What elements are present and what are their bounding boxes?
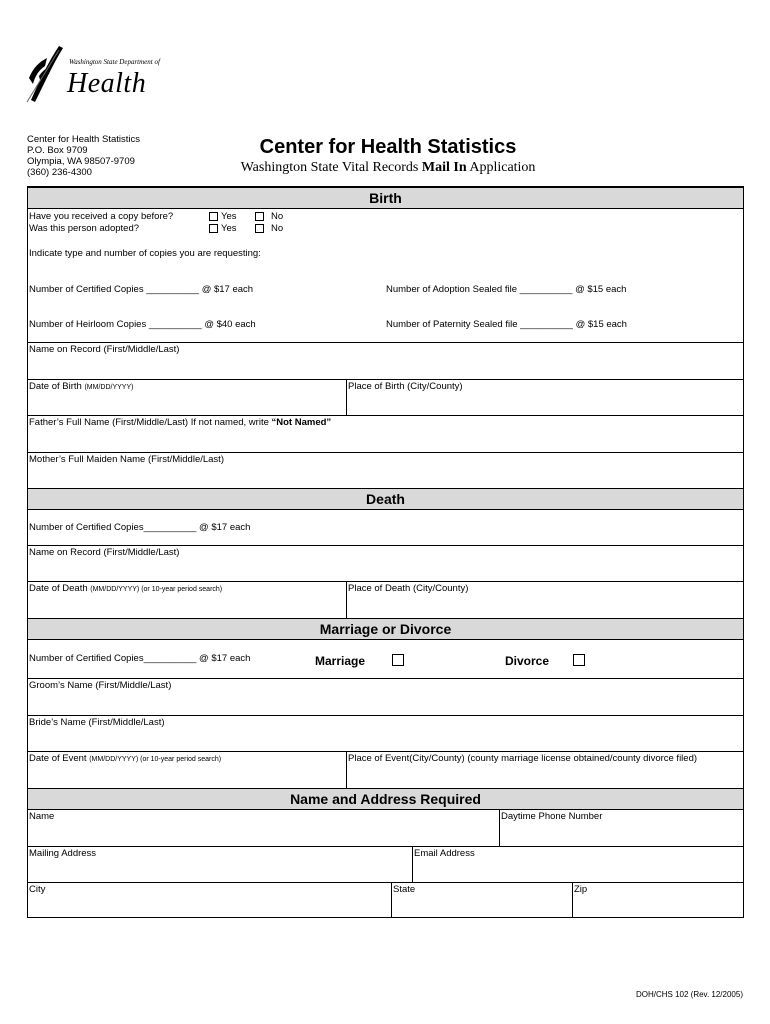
adopted-yes-checkbox[interactable]	[209, 224, 218, 233]
subtitle-text-end: Application	[466, 160, 536, 175]
date-of-birth-field[interactable]	[29, 381, 133, 392]
name-field[interactable]: Name	[29, 811, 55, 822]
q-adopted: Was this person adopted?	[29, 223, 140, 234]
dod-format: (MM/DD/YYYY) (or 10-year period search)	[90, 586, 223, 593]
groom-name-field[interactable]: Groom’s Name (First/Middle/Last)	[29, 680, 172, 691]
address-line-3: Olympia, WA 98507-9709	[27, 156, 135, 167]
father-label: Father’s Full Name (First/Middle/Last) If not named, write	[29, 417, 272, 428]
heirloom-copies-field[interactable]: Number of Heirloom Copies __________ @ $40 each	[29, 319, 256, 330]
section-birth-heading: Birth	[28, 187, 743, 209]
marriage-checkbox[interactable]	[392, 654, 404, 666]
divider	[28, 452, 743, 453]
divider	[346, 379, 347, 415]
page-subtitle	[210, 160, 566, 176]
address-line-4: (360) 236-4300	[27, 167, 92, 178]
logo-health: Health	[67, 68, 147, 99]
place-of-birth-field[interactable]: Place of Birth (City/County)	[348, 381, 463, 392]
subtitle-bold: Mail In	[421, 160, 467, 175]
not-named-note: “Not Named”	[271, 417, 332, 428]
logo-department: Washington State Department of	[69, 58, 160, 66]
divider	[28, 751, 743, 752]
return-address	[27, 134, 140, 178]
section-marriage-heading: Marriage or Divorce	[28, 618, 743, 640]
death-name-on-record-field[interactable]: Name on Record (First/Middle/Last)	[29, 547, 180, 558]
mother-name-field[interactable]: Mother’s Full Maiden Name (First/Middle/Last)	[29, 454, 224, 465]
doh-logo	[25, 42, 165, 104]
date-of-event-field[interactable]	[29, 753, 221, 764]
mailing-address-field[interactable]: Mailing Address	[29, 848, 97, 859]
dod-label: Date of Death	[29, 583, 88, 594]
divorce-checkbox[interactable]	[573, 654, 585, 666]
state-field[interactable]: State	[393, 884, 416, 895]
divider	[28, 545, 743, 546]
divider	[28, 882, 743, 883]
application-form	[27, 186, 744, 918]
divorce-label: Divorce	[505, 654, 550, 668]
divider	[346, 751, 347, 788]
father-name-field[interactable]	[29, 417, 331, 428]
email-address-field[interactable]: Email Address	[414, 848, 475, 859]
subtitle-text: Washington State Vital Records	[240, 160, 422, 175]
dob-label: Date of Birth	[29, 381, 82, 392]
address-line-2: P.O. Box 9709	[27, 145, 88, 156]
section-contact-heading: Name and Address Required	[28, 788, 743, 810]
birth-certified-copies-field[interactable]: Number of Certified Copies __________ @ $17 each	[29, 284, 254, 295]
divider	[28, 342, 743, 343]
form-number: DOH/CHS 102 (Rev. 12/2005)	[635, 990, 743, 999]
received-yes-checkbox[interactable]	[209, 212, 218, 221]
marriage-label: Marriage	[315, 654, 366, 668]
divider	[572, 882, 573, 918]
yes-label: Yes	[221, 223, 237, 234]
place-of-death-field[interactable]: Place of Death (City/County)	[348, 583, 469, 594]
birth-name-on-record-field[interactable]: Name on Record (First/Middle/Last)	[29, 344, 180, 355]
divider	[346, 581, 347, 618]
divider	[28, 678, 743, 679]
paternity-sealed-field[interactable]: Number of Paternity Sealed file __________ @ $15 each	[386, 319, 627, 330]
divider	[28, 715, 743, 716]
date-of-death-field[interactable]	[29, 583, 222, 594]
divider	[391, 882, 392, 918]
divider	[28, 846, 743, 847]
adopted-no-checkbox[interactable]	[255, 224, 264, 233]
section-death-heading: Death	[28, 488, 743, 510]
divider	[28, 379, 743, 380]
divider	[28, 581, 743, 582]
divider	[499, 809, 500, 846]
yes-label: Yes	[221, 211, 237, 222]
address-line-1: Center for Health Statistics	[27, 134, 140, 145]
adoption-sealed-field[interactable]: Number of Adoption Sealed file __________ @ $15 each	[386, 284, 627, 295]
doe-format: (MM/DD/YYYY) (or 10-year period search)	[89, 756, 222, 763]
daytime-phone-field[interactable]: Daytime Phone Number	[501, 811, 603, 822]
city-field[interactable]: City	[29, 884, 46, 895]
q-received-copy: Have you received a copy before?	[29, 211, 174, 222]
death-certified-copies-field[interactable]: Number of Certified Copies__________ @ $17 each	[29, 522, 251, 533]
doe-label: Date of Event	[29, 753, 87, 764]
no-label: No	[271, 211, 284, 222]
marriage-certified-copies-field[interactable]: Number of Certified Copies__________ @ $17 each	[29, 653, 251, 664]
bride-name-field[interactable]: Bride’s Name (First/Middle/Last)	[29, 717, 165, 728]
indicate-copies: Indicate type and number of copies you are requesting:	[29, 248, 261, 259]
zip-field[interactable]: Zip	[574, 884, 588, 895]
dob-format: (MM/DD/YYYY)	[84, 384, 134, 391]
divider	[412, 846, 413, 882]
received-no-checkbox[interactable]	[255, 212, 264, 221]
no-label: No	[271, 223, 284, 234]
place-of-event-field[interactable]: Place of Event(City/County) (county marriage license obtained/county divorce filed)	[348, 753, 698, 764]
divider	[28, 415, 743, 416]
feather-icon	[25, 42, 73, 104]
page-title: Center for Health Statistics	[259, 136, 517, 158]
